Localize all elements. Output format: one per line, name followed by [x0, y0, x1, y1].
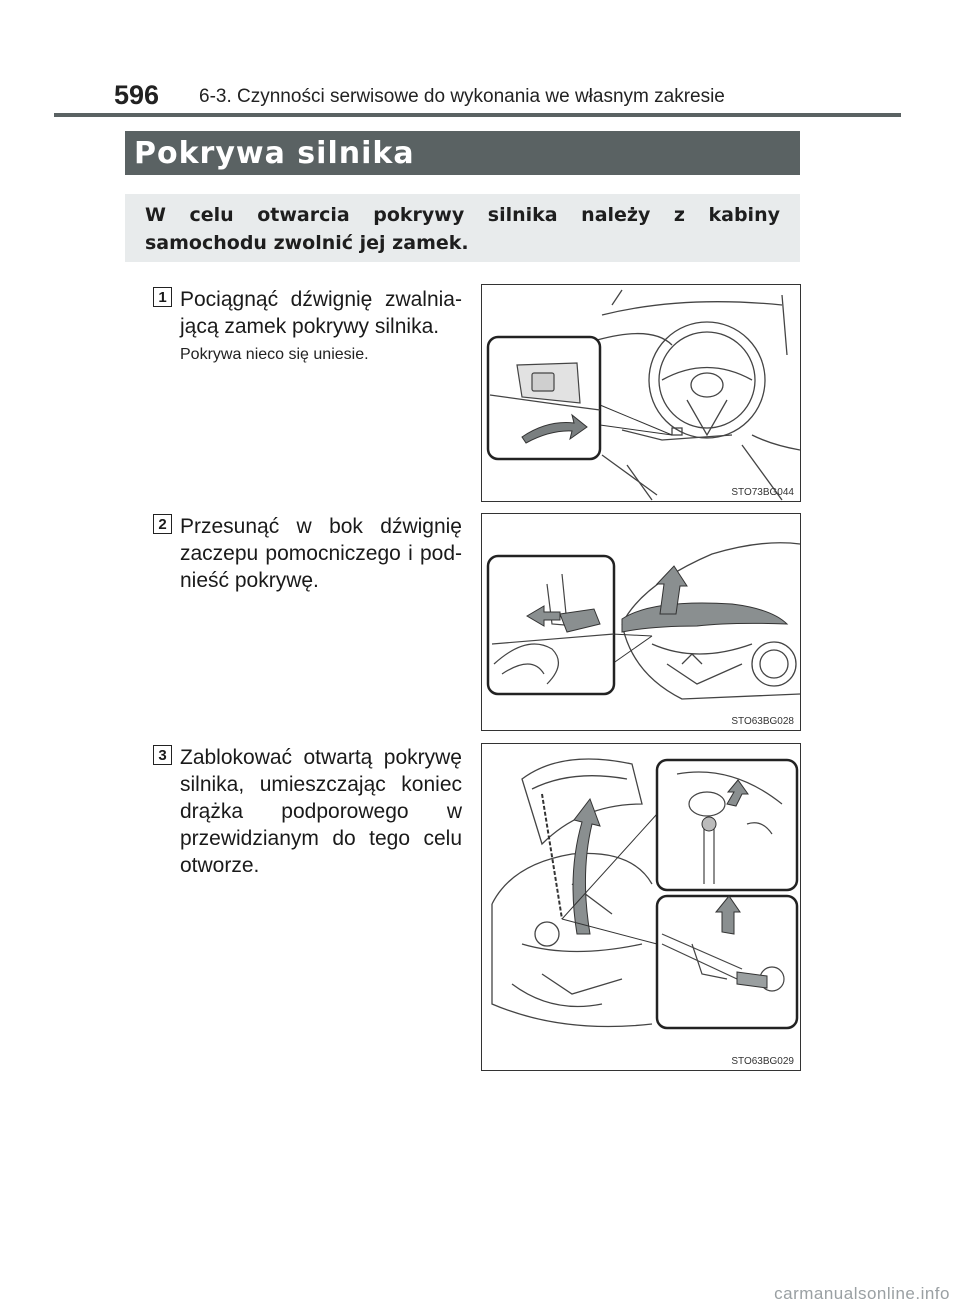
figure-code-3: STO63BG029	[731, 1056, 794, 1067]
figure-auxiliary-catch	[481, 513, 801, 731]
step-text-2: Przesunąć w bok dźwignię zaczepu pomocniczego i podnieść pokrywę.	[180, 515, 462, 592]
step-badge-2: 2	[153, 514, 172, 534]
figure-code-2: STO63BG028	[731, 716, 794, 727]
intro-text: W celu otwarcia pokrywy silnika należy z kabiny samochodu zwolnić jej zamek.	[145, 204, 780, 254]
watermark: carmanualsonline.info	[774, 1284, 950, 1303]
step-text-1: Pociągnąć dźwignię zwalniającą zamek pokrywy silnika.	[180, 288, 462, 338]
hood-release-illustration	[482, 285, 801, 502]
auxiliary-catch-illustration	[482, 514, 801, 731]
header-rule	[54, 113, 901, 117]
intro-box	[125, 194, 800, 262]
step-badge-3: 3	[153, 745, 172, 765]
section-title: Pokrywa silnika	[125, 131, 800, 175]
figure-support-rod	[481, 743, 801, 1071]
figure-hood-release-lever	[481, 284, 801, 502]
step-badge-1: 1	[153, 287, 172, 307]
running-header: 6-3. Czynności serwisowe do wykonania we własnym zakresie	[199, 86, 725, 107]
step-note-1: Pokrywa nieco się uniesie.	[180, 346, 369, 363]
support-rod-illustration	[482, 744, 801, 1071]
step-text-3: Zablokować otwartą pokrywę silnika, umieszczając koniec drążka podporowego w przewidzianym do tego celu otworze.	[180, 746, 462, 877]
page-number: 596	[114, 80, 160, 110]
figure-code-1: STO73BG044	[731, 487, 794, 498]
